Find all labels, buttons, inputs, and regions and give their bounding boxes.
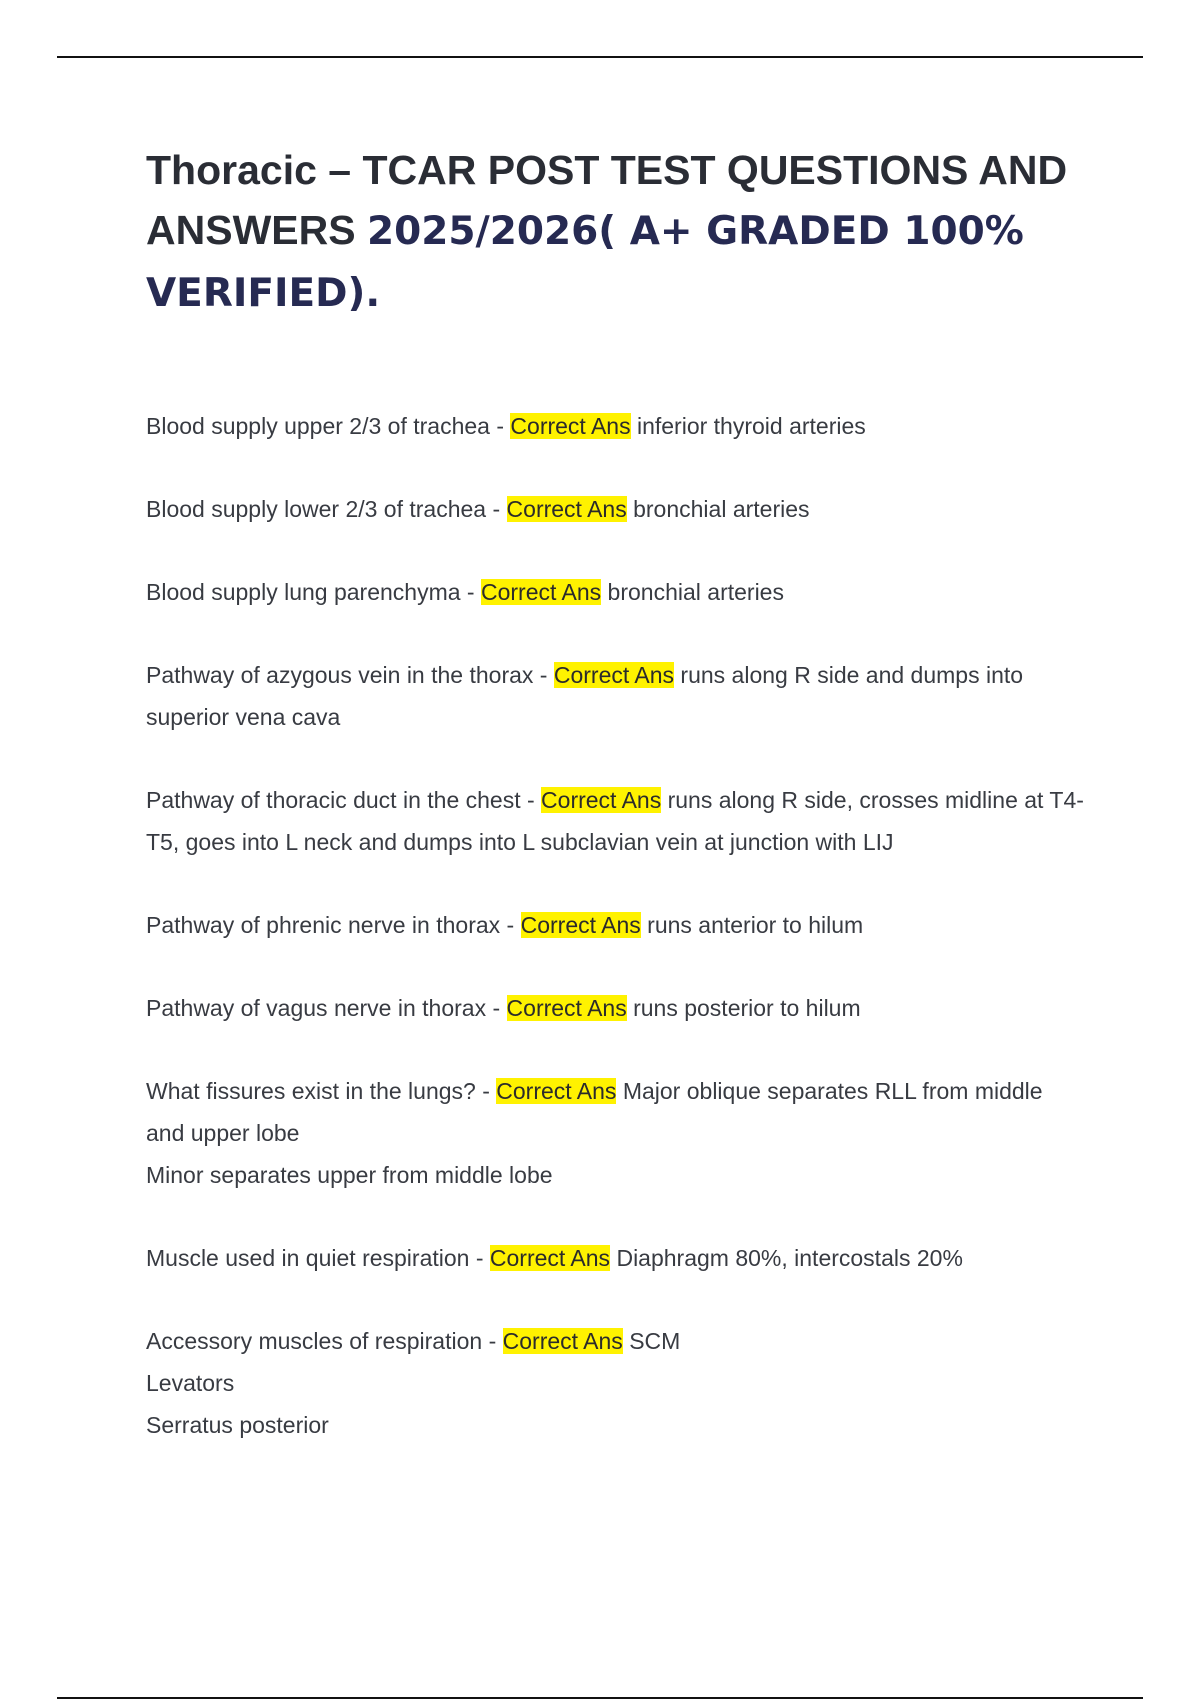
- qa-item: Pathway of thoracic duct in the chest - Correct Ans runs along R side, crosses midline at T4-T5, goes into L neck and dumps into L subclavian vein at junction with LIJ: [146, 787, 1084, 855]
- qa-item: Muscle used in quiet respiration - Correct Ans Diaphragm 80%, intercostals 20%: [146, 1245, 963, 1271]
- qa-list: [146, 405, 1086, 1487]
- question-text: Pathway of thoracic duct in the chest: [146, 787, 521, 813]
- title-suffix: 2025/2026( A+ GRADED 100% VERIFIED).: [146, 209, 1024, 316]
- answer-text: runs anterior to hilum: [647, 912, 864, 938]
- question-text: Muscle used in quiet respiration: [146, 1245, 470, 1271]
- question-text: Pathway of azygous vein in the thorax: [146, 662, 534, 688]
- correct-ans-highlight: Correct Ans: [510, 413, 631, 439]
- correct-ans-highlight: Correct Ans: [481, 579, 602, 605]
- title-main: Thoracic – TCAR POST TEST QUESTIONS AND ANSWERS: [146, 147, 1068, 253]
- question-text: Pathway of vagus nerve in thorax: [146, 995, 487, 1021]
- question-text: Pathway of phrenic nerve in thorax: [146, 912, 501, 938]
- qa-item: What fissures exist in the lungs? - Correct Ans Major oblique separates RLL from middle and upper lobe Minor separates upper from middle lobe: [146, 1070, 1086, 1196]
- answer-text: inferior thyroid arteries: [636, 413, 866, 439]
- qa-item: Pathway of phrenic nerve in thorax - Correct Ans runs anterior to hilum: [146, 912, 864, 938]
- answer-extra-line: Levators: [146, 1370, 235, 1396]
- correct-ans-highlight: Correct Ans: [496, 1078, 617, 1104]
- qa-item: Blood supply lower 2/3 of trachea - Correct Ans bronchial arteries: [146, 496, 810, 522]
- answer-text: runs posterior to hilum: [633, 995, 861, 1021]
- top-rule: [57, 56, 1143, 58]
- question-text: Blood supply lower 2/3 of trachea: [146, 496, 487, 522]
- correct-ans-highlight: Correct Ans: [489, 1245, 611, 1271]
- question-text: Blood supply lung parenchyma: [146, 579, 461, 605]
- answer-text: bronchial arteries: [607, 579, 784, 605]
- qa-item: Pathway of vagus nerve in thorax - Correct Ans runs posterior to hilum: [146, 995, 861, 1021]
- correct-ans-highlight: Correct Ans: [553, 662, 675, 688]
- qa-item: Blood supply upper 2/3 of trachea - Correct Ans inferior thyroid arteries: [146, 413, 866, 439]
- correct-ans-highlight: Correct Ans: [520, 912, 641, 938]
- answer-text: SCM: [629, 1328, 681, 1354]
- answer-text: Major oblique separates RLL from middle and upper lobe: [146, 1078, 1043, 1146]
- question-text: Accessory muscles of respiration: [146, 1328, 483, 1354]
- qa-item: Pathway of azygous vein in the thorax - Correct Ans runs along R side and dumps into superior vena cava: [146, 662, 1024, 730]
- question-text: What fissures exist in the lungs?: [146, 1078, 476, 1104]
- answer-text: runs along R side and dumps into superior vena cava: [146, 662, 1024, 730]
- question-text: Blood supply upper 2/3 of trachea: [146, 413, 490, 439]
- correct-ans-highlight: Correct Ans: [541, 787, 662, 813]
- correct-ans-highlight: Correct Ans: [506, 496, 627, 522]
- correct-ans-highlight: Correct Ans: [502, 1328, 623, 1354]
- qa-item: Blood supply lung parenchyma - Correct Ans bronchial arteries: [146, 579, 784, 605]
- answer-extra-line: Minor separates upper from middle lobe: [146, 1162, 553, 1188]
- answer-text: bronchial arteries: [633, 496, 810, 522]
- correct-ans-highlight: Correct Ans: [506, 995, 627, 1021]
- bottom-rule: [57, 1697, 1143, 1699]
- qa-item: Accessory muscles of respiration - Correct Ans SCM Levators Serratus posterior: [146, 1320, 1086, 1446]
- answer-extra-line: Serratus posterior: [146, 1412, 329, 1438]
- document-title: [146, 140, 1086, 324]
- answer-text: Diaphragm 80%, intercostals 20%: [616, 1245, 963, 1271]
- answer-text: runs along R side, crosses midline at T4-T5, goes into L neck and dumps into L subclavian vein at junction with LIJ: [146, 787, 1084, 855]
